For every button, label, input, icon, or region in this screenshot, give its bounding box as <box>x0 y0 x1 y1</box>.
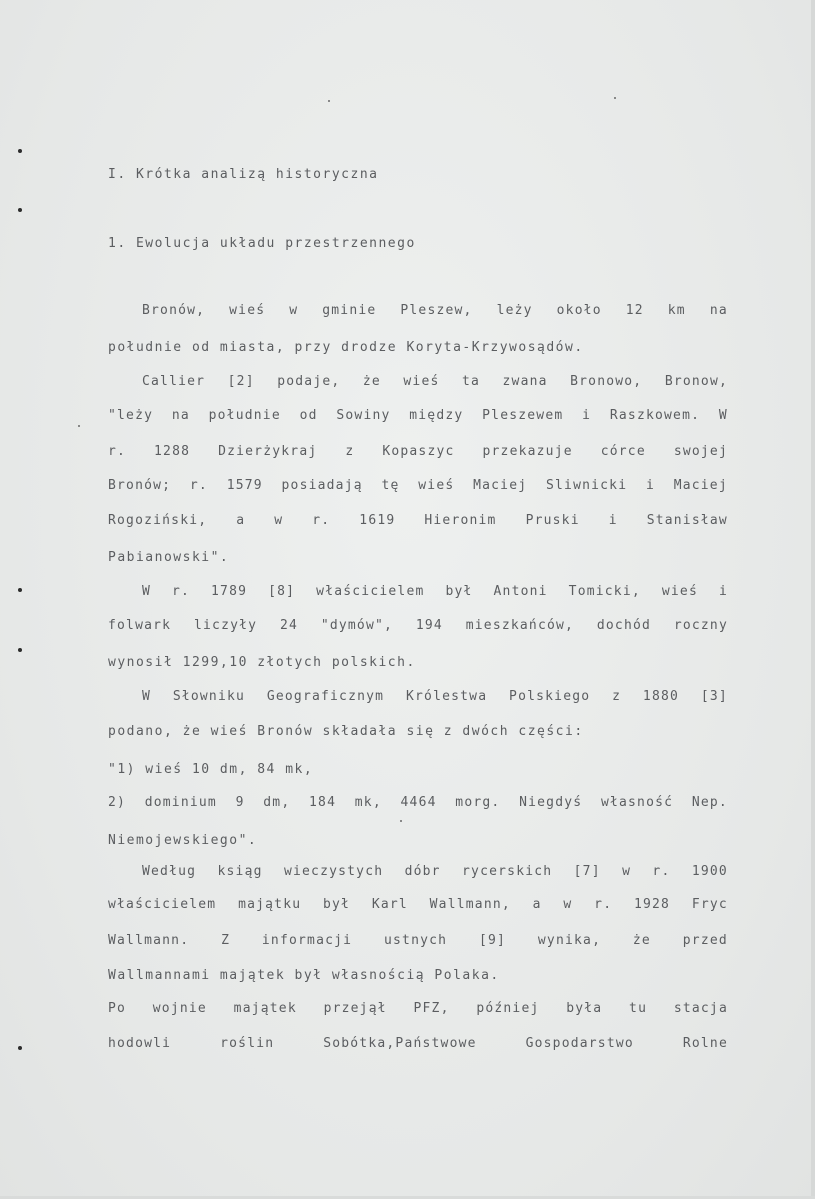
word: Nep. <box>691 795 728 810</box>
text-line <box>108 1036 728 1052</box>
word: Rolne <box>682 1036 728 1051</box>
word: majątek <box>233 1001 297 1016</box>
word: był <box>322 897 351 912</box>
binder-mark <box>18 588 22 592</box>
word: informacji <box>261 933 353 948</box>
word: z <box>345 444 355 459</box>
word: majątku <box>238 897 302 912</box>
word: Tomicki, <box>568 584 641 599</box>
word: przed <box>682 933 728 948</box>
word: 1928 <box>633 897 671 912</box>
word: Bronow, <box>664 374 728 389</box>
word: roślin <box>220 1036 275 1051</box>
word: między <box>409 408 464 423</box>
word: Słowniku <box>172 689 246 704</box>
word: około <box>556 303 602 318</box>
word: r. <box>189 478 208 493</box>
text-line <box>142 864 728 880</box>
word: Bronowo, <box>570 374 643 389</box>
word: W <box>142 584 152 599</box>
word: właścicielem <box>316 584 425 599</box>
word: Fryc <box>691 897 728 912</box>
word: "leży <box>108 408 154 423</box>
word: ksiąg <box>217 864 263 879</box>
word: Polskiego <box>509 689 591 704</box>
word: a <box>236 513 246 528</box>
word: a <box>532 897 542 912</box>
word: Raszkowem. <box>609 408 701 423</box>
word: 1619 <box>359 513 396 528</box>
word: Maciej <box>473 478 528 493</box>
text-line: podano, że wieś Bronów składała się z dwóch części: <box>108 724 584 739</box>
word: tę <box>381 478 400 493</box>
word: zwana <box>502 374 548 389</box>
word: liczyły <box>193 618 258 633</box>
text-line <box>142 374 728 390</box>
word: r. <box>172 584 191 599</box>
word: Królestwa <box>406 689 488 704</box>
word: gminie <box>322 303 377 318</box>
word: córce <box>600 444 646 459</box>
word: 1900 <box>691 864 728 879</box>
word: stacja <box>673 1001 728 1016</box>
word: wynika, <box>537 933 602 948</box>
word: południe <box>208 408 281 423</box>
text-line <box>108 478 728 494</box>
word: dm, <box>263 795 291 810</box>
text-line <box>108 618 728 634</box>
word: ta <box>461 374 481 389</box>
word: tu <box>629 1001 648 1016</box>
word: 1579 <box>226 478 263 493</box>
word: wieś <box>403 374 440 389</box>
word: Po <box>108 1001 127 1016</box>
word: podaje, <box>277 374 341 389</box>
text-line: "1) wieś 10 dm, 84 mk, <box>108 762 314 777</box>
word: Bronów; <box>108 478 172 493</box>
word: wojnie <box>152 1001 207 1016</box>
word: wieczystych <box>283 864 384 879</box>
word: [3] <box>700 689 728 704</box>
word: Sowiny <box>336 408 391 423</box>
word: od <box>299 408 318 423</box>
word: Dzierżykraj <box>218 444 318 459</box>
word: 1288 <box>154 444 191 459</box>
word: w <box>289 303 299 318</box>
word: Niegdyś <box>519 795 583 810</box>
word: w <box>622 864 632 879</box>
word: i <box>718 584 728 599</box>
word: przejął <box>323 1001 387 1016</box>
word: Maciej <box>673 478 728 493</box>
word: 24 <box>279 618 299 633</box>
paper-speck <box>328 100 330 102</box>
word: 184 <box>309 795 337 810</box>
word: wieś <box>418 478 455 493</box>
word: Stanisław <box>646 513 728 528</box>
word: i <box>645 478 655 493</box>
word: 194 <box>415 618 443 633</box>
word: Antoni <box>493 584 548 599</box>
text-line <box>108 897 728 913</box>
word: r. <box>108 444 127 459</box>
word: z <box>612 689 622 704</box>
word: Geograficznym <box>266 689 385 704</box>
word: Sobótka,Państwowe <box>323 1036 477 1051</box>
word: na <box>171 408 190 423</box>
word: Według <box>142 864 197 879</box>
word: swojej <box>673 444 728 459</box>
word: własność <box>600 795 674 810</box>
chapter-heading: I. Krótka analizą historyczna <box>108 167 379 182</box>
text-line <box>108 513 728 529</box>
word: r. <box>594 897 613 912</box>
word: mk, <box>354 795 382 810</box>
word: hodowli <box>108 1036 172 1051</box>
word: 9 <box>235 795 245 810</box>
word: przekazuje <box>482 444 573 459</box>
word: W <box>142 689 152 704</box>
word: Pleszew, <box>400 303 473 318</box>
word: Sliwnicki <box>545 478 628 493</box>
word: że <box>362 374 381 389</box>
text-line <box>142 689 728 705</box>
word: Hieronim <box>424 513 497 528</box>
word: folwark <box>108 618 172 633</box>
binder-mark <box>18 648 22 652</box>
word: w <box>274 513 284 528</box>
text-line: wynosił 1299,10 złotych polskich. <box>108 655 416 670</box>
word: 1789 <box>211 584 248 599</box>
word: był <box>445 584 473 599</box>
word: 2) <box>108 795 127 810</box>
word: i <box>608 513 618 528</box>
text-line <box>142 584 728 600</box>
word: W <box>718 408 728 423</box>
word: wieś <box>661 584 698 599</box>
word: PFZ, <box>413 1001 450 1016</box>
word: Rogoziński, <box>108 513 208 528</box>
binder-mark <box>18 208 22 212</box>
word: Karl <box>371 897 408 912</box>
word: Z <box>221 933 231 948</box>
text-line: Niemojewskiego". <box>108 833 258 848</box>
text-line: południe od miasta, przy drodze Koryta-Krzywosądów. <box>108 340 584 355</box>
word: posiadają <box>281 478 363 493</box>
word: 1880 <box>642 689 680 704</box>
word: [2] <box>227 374 255 389</box>
word: Callier <box>142 374 206 389</box>
word: Pleszewem <box>482 408 564 423</box>
section-heading: 1. Ewolucja układu przestrzennego <box>108 236 416 251</box>
word: morg. <box>455 795 501 810</box>
text-line: Pabianowski". <box>108 550 230 565</box>
word: Gospodarstwo <box>525 1036 634 1051</box>
word: i <box>582 408 592 423</box>
word: właścicielem <box>108 897 217 912</box>
word: [9] <box>479 933 507 948</box>
text-line <box>108 933 728 949</box>
word: Bronów, <box>142 303 206 318</box>
word: wieś <box>229 303 266 318</box>
word: dóbr <box>404 864 441 879</box>
page-edge-right <box>811 0 815 1199</box>
word: była <box>566 1001 603 1016</box>
word: Kopaszyc <box>382 444 455 459</box>
paper-speck <box>400 820 402 822</box>
word: [8] <box>268 584 296 599</box>
word: Wallmann, <box>429 897 511 912</box>
paper-speck <box>614 97 616 99</box>
word: rycerskich <box>462 864 553 879</box>
word: leży <box>496 303 533 318</box>
binder-mark <box>18 1046 22 1050</box>
word: dochód <box>596 618 652 633</box>
word: [7] <box>573 864 601 879</box>
word: później <box>476 1001 540 1016</box>
word: r. <box>652 864 671 879</box>
word: w <box>563 897 573 912</box>
text-line <box>108 408 728 424</box>
word: Pruski <box>525 513 580 528</box>
word: na <box>709 303 728 318</box>
word: dominium <box>144 795 217 810</box>
word: że <box>632 933 651 948</box>
text-line <box>142 303 728 319</box>
word: ustnych <box>384 933 448 948</box>
text-line: Wallmannami majątek był własnością Polaka. <box>108 968 500 983</box>
word: roczny <box>673 618 728 633</box>
word: Wallmann. <box>108 933 190 948</box>
word: r. <box>312 513 331 528</box>
word: "dymów", <box>320 618 394 633</box>
text-line <box>108 795 728 811</box>
text-line <box>108 444 728 460</box>
word: mieszkańców, <box>465 618 575 633</box>
binder-mark <box>18 149 22 153</box>
word: 12 <box>625 303 644 318</box>
text-line <box>108 1001 728 1017</box>
word: km <box>667 303 686 318</box>
paper-speck <box>78 425 80 427</box>
word: 4464 <box>400 795 437 810</box>
